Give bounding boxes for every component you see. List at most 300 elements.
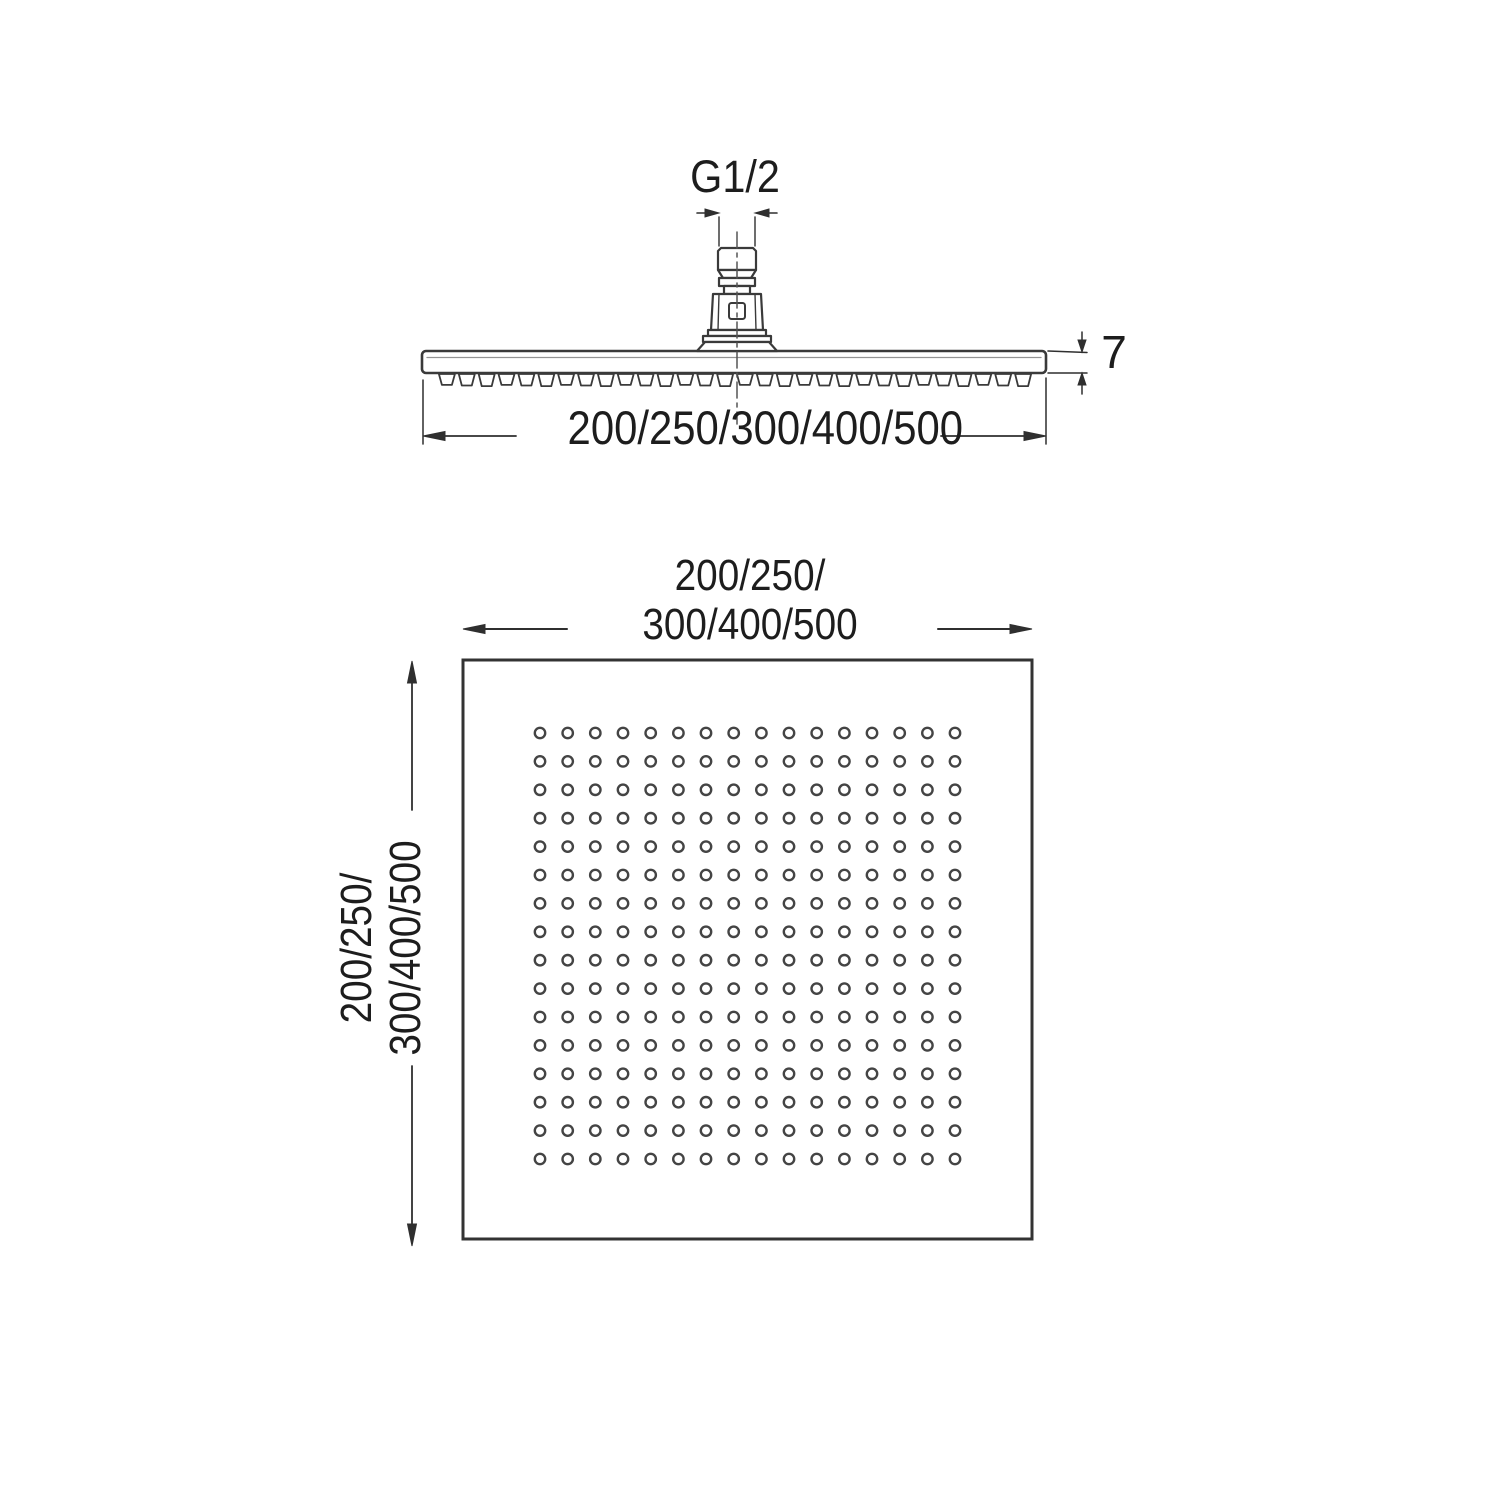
nozzle-dot	[812, 728, 822, 738]
nozzle-dot	[673, 1154, 683, 1164]
nozzle-dot	[895, 983, 905, 993]
nozzle-dot	[701, 955, 711, 965]
nozzle-dot	[895, 1097, 905, 1107]
nozzle-dot	[590, 927, 600, 937]
nozzle-profile	[777, 374, 793, 386]
nozzle-dot	[867, 1125, 877, 1135]
nozzle-dot	[839, 983, 849, 993]
plan-height-label-line1: 200/250/	[332, 872, 381, 1024]
nozzle-dot	[812, 1125, 822, 1135]
nozzle-dot	[701, 1040, 711, 1050]
nozzle-dot	[729, 841, 739, 851]
nozzle-dot	[756, 955, 766, 965]
nozzle-dot	[784, 1125, 794, 1135]
nozzle-dot	[646, 983, 656, 993]
nozzle-dot	[922, 728, 932, 738]
plan-view	[463, 660, 1032, 1239]
nozzle-dot	[673, 841, 683, 851]
nozzle-dot	[646, 1069, 656, 1079]
nozzle-dot	[784, 756, 794, 766]
nozzle-dot	[839, 898, 849, 908]
nozzle-dot	[673, 813, 683, 823]
nozzle-dot	[535, 983, 545, 993]
nozzle-dot	[950, 756, 960, 766]
nozzle-dot	[922, 870, 932, 880]
nozzle-dot	[756, 1097, 766, 1107]
plan-width-dimension-label	[618, 551, 882, 649]
nozzle-dot	[839, 756, 849, 766]
nozzle-dot	[922, 1012, 932, 1022]
nozzle-dot	[950, 927, 960, 937]
nozzle-dot	[618, 1040, 628, 1050]
nozzle-dot	[812, 785, 822, 795]
nozzle-dot	[590, 756, 600, 766]
nozzle-dot	[839, 870, 849, 880]
nozzle-dot	[590, 728, 600, 738]
arrowhead	[1010, 625, 1032, 634]
nozzle-dot	[784, 1040, 794, 1050]
nozzle-dot	[867, 1012, 877, 1022]
nozzle-dot	[729, 898, 739, 908]
nozzle-dot	[618, 1125, 628, 1135]
nozzle-dot	[646, 927, 656, 937]
nozzle-dot	[867, 841, 877, 851]
nozzle-dot	[563, 785, 573, 795]
nozzle-dot	[535, 1125, 545, 1135]
nozzle-dot	[535, 1097, 545, 1107]
nozzle-dot	[701, 927, 711, 937]
nozzle-dot	[922, 756, 932, 766]
nozzle-dot	[839, 927, 849, 937]
nozzle-dot	[673, 1125, 683, 1135]
nozzle-dot	[756, 1069, 766, 1079]
nozzle-dot	[784, 1069, 794, 1079]
nozzle-dot	[922, 1125, 932, 1135]
nozzle-dot	[812, 870, 822, 880]
nozzle-dot	[839, 841, 849, 851]
nozzle-dot	[950, 1154, 960, 1164]
nozzle-dot	[563, 983, 573, 993]
nozzle-profile	[578, 374, 594, 386]
nozzle-profile	[518, 374, 534, 386]
nozzle-profile	[916, 374, 932, 385]
nozzle-dot	[922, 983, 932, 993]
nozzle-dot	[839, 1097, 849, 1107]
nozzle-dot	[950, 1125, 960, 1135]
nozzle-dot	[535, 1069, 545, 1079]
nozzle-dot	[950, 1012, 960, 1022]
nozzle-dot	[618, 955, 628, 965]
nozzle-dot	[784, 1154, 794, 1164]
arrowhead	[1078, 373, 1086, 385]
dimension-thickness	[1048, 332, 1087, 394]
side-view	[422, 232, 1046, 424]
nozzle-profile	[638, 374, 654, 386]
connector-body-edge-left	[718, 294, 719, 330]
nozzle-dot	[812, 1069, 822, 1079]
nozzle-dot	[756, 927, 766, 937]
nozzle-dot	[784, 785, 794, 795]
arrowhead	[1078, 340, 1086, 352]
nozzle-dot	[867, 898, 877, 908]
nozzle-dot	[535, 841, 545, 851]
nozzle-dot	[535, 785, 545, 795]
nozzle-dot	[895, 955, 905, 965]
nozzle-profile	[975, 374, 991, 385]
nozzle-dot	[839, 1069, 849, 1079]
nozzle-dot	[922, 813, 932, 823]
nozzle-dot	[590, 898, 600, 908]
nozzle-dot	[729, 728, 739, 738]
nozzle-dot	[673, 1040, 683, 1050]
nozzle-dot	[729, 870, 739, 880]
nozzle-profile	[558, 374, 574, 385]
nozzle-dot	[673, 1097, 683, 1107]
nozzle-dot	[590, 1154, 600, 1164]
nozzle-dot	[646, 1125, 656, 1135]
nozzle-dot	[701, 841, 711, 851]
nozzle-dot	[646, 728, 656, 738]
nozzle-dot	[812, 841, 822, 851]
nozzle-dot	[784, 1012, 794, 1022]
nozzle-dot	[867, 955, 877, 965]
nozzle-dot	[563, 898, 573, 908]
nozzle-dot	[701, 813, 711, 823]
nozzle-dot	[784, 955, 794, 965]
nozzle-dot	[729, 813, 739, 823]
nozzle-dot	[812, 898, 822, 908]
nozzle-dot	[729, 756, 739, 766]
nozzle-dot	[618, 870, 628, 880]
nozzle-dot	[895, 841, 905, 851]
nozzle-dot	[756, 841, 766, 851]
plan-height-dimension-label	[326, 816, 436, 1080]
nozzle-dot	[729, 785, 739, 795]
nozzle-dot	[563, 1154, 573, 1164]
nozzle-profile	[757, 374, 773, 386]
nozzle-dot	[895, 756, 905, 766]
nozzle-dot	[812, 955, 822, 965]
nozzle-dot	[563, 728, 573, 738]
nozzle-dot	[839, 1040, 849, 1050]
nozzle-dot	[839, 1154, 849, 1164]
nozzle-dot	[839, 728, 849, 738]
nozzle-dot	[729, 1040, 739, 1050]
nozzle-profile	[836, 374, 852, 386]
nozzle-dot	[673, 1069, 683, 1079]
nozzle-dot	[618, 728, 628, 738]
nozzle-dot	[784, 728, 794, 738]
nozzle-dot	[535, 870, 545, 880]
nozzle-dot	[618, 1097, 628, 1107]
nozzle-dot	[839, 785, 849, 795]
nozzle-dot	[590, 1012, 600, 1022]
nozzle-dot	[535, 728, 545, 738]
nozzle-dot	[535, 1154, 545, 1164]
plate-thickness-label: 7	[1101, 326, 1127, 378]
nozzle-dot	[922, 927, 932, 937]
nozzle-dot	[646, 898, 656, 908]
arrowhead	[408, 661, 417, 683]
nozzle-dot	[950, 1069, 960, 1079]
nozzle-dot	[673, 728, 683, 738]
arrowhead	[755, 209, 769, 217]
nozzle-dot	[922, 955, 932, 965]
nozzle-profile	[1015, 374, 1031, 386]
nozzle-dot	[784, 841, 794, 851]
nozzle-dot	[922, 785, 932, 795]
arrowhead	[408, 1224, 417, 1246]
arrowhead	[1024, 432, 1046, 441]
nozzle-dot	[895, 1125, 905, 1135]
nozzle-dot	[590, 1040, 600, 1050]
nozzle-profile	[816, 374, 832, 386]
nozzle-profile	[479, 374, 495, 386]
nozzle-dot	[673, 927, 683, 937]
nozzle-dot	[701, 785, 711, 795]
nozzle-dot	[701, 1069, 711, 1079]
nozzle-dot	[812, 1097, 822, 1107]
nozzle-dot	[895, 898, 905, 908]
nozzle-dot	[590, 841, 600, 851]
nozzle-profile	[598, 374, 614, 386]
nozzle-dot	[563, 1012, 573, 1022]
nozzle-dot	[646, 955, 656, 965]
nozzle-dot	[563, 841, 573, 851]
nozzle-profile	[658, 374, 674, 386]
plan-width-label-line2: 300/400/500	[642, 600, 858, 649]
nozzle-dot	[895, 785, 905, 795]
nozzle-dot	[673, 756, 683, 766]
nozzle-dot	[673, 955, 683, 965]
nozzle-dot	[867, 1154, 877, 1164]
nozzle-dot	[867, 870, 877, 880]
nozzle-profile	[797, 374, 813, 385]
nozzle-dot	[950, 841, 960, 851]
nozzle-dot	[618, 1154, 628, 1164]
nozzle-dot	[867, 927, 877, 937]
nozzle-dot	[563, 813, 573, 823]
arrowhead	[423, 432, 445, 441]
nozzle-dot	[756, 756, 766, 766]
nozzle-dot	[784, 983, 794, 993]
nozzle-dot	[701, 1012, 711, 1022]
nozzle-dot	[563, 1097, 573, 1107]
nozzle-dot	[922, 1069, 932, 1079]
nozzle-profile	[439, 374, 455, 385]
nozzle-dot	[950, 1040, 960, 1050]
nozzle-dot	[950, 728, 960, 738]
nozzle-dot	[729, 1125, 739, 1135]
nozzle-dot	[784, 898, 794, 908]
nozzle-dot	[618, 1069, 628, 1079]
plan-height-label-line2: 300/400/500	[381, 840, 430, 1056]
nozzle-dot	[756, 1125, 766, 1135]
nozzle-dot	[701, 898, 711, 908]
nozzle-dot	[673, 898, 683, 908]
nozzle-dot	[701, 1154, 711, 1164]
nozzle-dot	[646, 870, 656, 880]
nozzle-dot	[867, 756, 877, 766]
nozzle-profile	[737, 374, 753, 385]
nozzle-dot	[563, 1069, 573, 1079]
nozzle-dot	[535, 813, 545, 823]
nozzle-dot	[812, 983, 822, 993]
nozzle-dot	[646, 785, 656, 795]
nozzle-dot	[590, 813, 600, 823]
nozzle-dot	[729, 1097, 739, 1107]
nozzle-dot	[756, 898, 766, 908]
nozzle-profile	[876, 374, 892, 386]
nozzle-dot	[701, 1125, 711, 1135]
nozzle-dot	[922, 1097, 932, 1107]
nozzle-dot	[673, 785, 683, 795]
nozzle-dot	[563, 955, 573, 965]
nozzle-dot	[895, 1012, 905, 1022]
nozzle-dot	[950, 955, 960, 965]
nozzle-dot	[590, 983, 600, 993]
nozzle-dot	[563, 1040, 573, 1050]
nozzle-dot	[839, 1012, 849, 1022]
nozzle-dot	[729, 983, 739, 993]
nozzle-dot	[839, 813, 849, 823]
nozzle-profile	[697, 374, 713, 386]
nozzle-dot	[618, 841, 628, 851]
nozzle-dot	[590, 955, 600, 965]
nozzle-profile	[717, 374, 733, 386]
nozzle-dot	[812, 927, 822, 937]
side-width-dimension-label: 200/250/300/400/500	[567, 401, 964, 454]
nozzle-dot	[784, 813, 794, 823]
nozzle-dot	[590, 870, 600, 880]
nozzle-profile	[956, 374, 972, 386]
nozzle-dot	[950, 983, 960, 993]
nozzle-dot	[729, 927, 739, 937]
nozzle-dot	[950, 1097, 960, 1107]
nozzle-dot	[618, 1012, 628, 1022]
nozzle-dot	[646, 756, 656, 766]
nozzle-dot	[535, 927, 545, 937]
nozzle-dot	[867, 813, 877, 823]
arrowhead	[463, 625, 485, 634]
nozzle-dot	[535, 1040, 545, 1050]
connector-body-edge-right	[755, 294, 756, 330]
nozzle-dot	[590, 785, 600, 795]
nozzle-dot	[563, 927, 573, 937]
nozzle-dot	[839, 955, 849, 965]
nozzle-dot	[950, 813, 960, 823]
nozzle-profile	[677, 374, 693, 385]
nozzle-dot	[922, 898, 932, 908]
nozzle-dot	[618, 813, 628, 823]
nozzle-dot	[535, 898, 545, 908]
nozzle-dot	[895, 927, 905, 937]
nozzle-dot	[812, 1012, 822, 1022]
nozzle-dot	[812, 1040, 822, 1050]
nozzle-profile	[896, 374, 912, 386]
nozzle-dot	[590, 1125, 600, 1135]
nozzle-dot	[646, 1154, 656, 1164]
nozzle-dot	[563, 870, 573, 880]
nozzle-dot	[756, 728, 766, 738]
nozzle-dot	[646, 841, 656, 851]
nozzle-dot	[867, 1040, 877, 1050]
nozzle-dot	[756, 870, 766, 880]
plan-width-label-line1: 200/250/	[674, 551, 826, 600]
nozzle-dot	[895, 1069, 905, 1079]
nozzle-dot	[922, 841, 932, 851]
nozzle-dot	[950, 898, 960, 908]
nozzle-dot	[867, 728, 877, 738]
nozzle-dot	[563, 756, 573, 766]
nozzle-dot	[646, 813, 656, 823]
nozzle-dot	[618, 927, 628, 937]
nozzle-dot	[729, 1012, 739, 1022]
thread-size-label: G1/2	[690, 151, 780, 202]
nozzle-profile	[995, 374, 1011, 386]
nozzle-dot	[922, 1040, 932, 1050]
nozzle-dot	[756, 983, 766, 993]
nozzle-dot	[646, 1040, 656, 1050]
nozzle-dot	[756, 1040, 766, 1050]
nozzle-dot	[756, 785, 766, 795]
nozzle-dot	[812, 813, 822, 823]
nozzle-dot	[646, 1097, 656, 1107]
nozzle-dot	[812, 1154, 822, 1164]
nozzle-dot	[922, 1154, 932, 1164]
arrowhead	[705, 209, 719, 217]
nozzle-dot	[756, 813, 766, 823]
nozzle-dot	[673, 870, 683, 880]
nozzle-dot	[701, 756, 711, 766]
nozzle-dot	[756, 1012, 766, 1022]
nozzle-dot	[784, 870, 794, 880]
nozzle-dot	[895, 870, 905, 880]
nozzle-dot	[867, 1097, 877, 1107]
nozzle-dot	[590, 1069, 600, 1079]
nozzle-dot	[563, 1125, 573, 1135]
nozzle-dot	[895, 728, 905, 738]
nozzle-dot	[535, 756, 545, 766]
nozzle-row	[439, 374, 1031, 386]
nozzle-dot	[784, 1097, 794, 1107]
nozzle-dot	[729, 1154, 739, 1164]
nozzle-profile	[618, 374, 634, 385]
nozzle-dot	[590, 1097, 600, 1107]
nozzle-dot	[646, 1012, 656, 1022]
nozzle-dot	[729, 955, 739, 965]
nozzle-dot	[812, 756, 822, 766]
nozzle-dot	[895, 813, 905, 823]
nozzle-dot	[895, 1154, 905, 1164]
nozzle-profile	[499, 374, 515, 385]
nozzle-dot	[895, 1040, 905, 1050]
nozzle-dot	[701, 1097, 711, 1107]
nozzle-dot	[618, 756, 628, 766]
nozzle-dot	[950, 870, 960, 880]
nozzle-dot	[673, 1012, 683, 1022]
nozzle-dot	[867, 1069, 877, 1079]
nozzle-dot	[618, 785, 628, 795]
nozzle-dot	[618, 983, 628, 993]
nozzle-dot	[673, 983, 683, 993]
nozzle-dot	[701, 983, 711, 993]
nozzle-dot	[701, 870, 711, 880]
nozzle-dot	[867, 983, 877, 993]
nozzle-dot	[950, 785, 960, 795]
nozzle-profile	[936, 374, 952, 386]
nozzle-dot	[701, 728, 711, 738]
